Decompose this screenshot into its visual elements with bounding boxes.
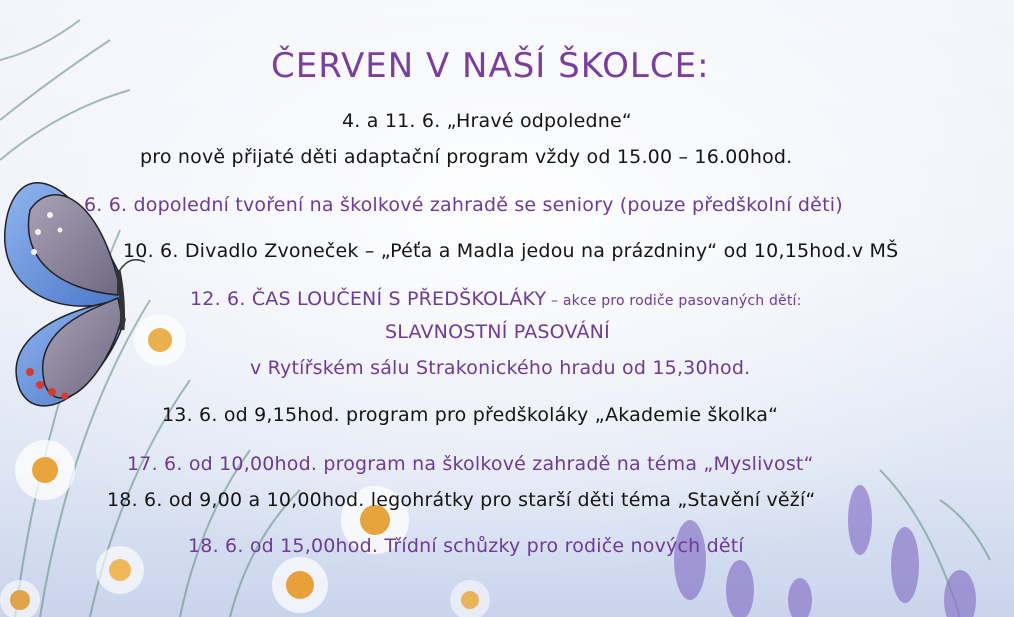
- event-line-6: SLAVNOSTNÍ PASOVÁNÍ: [385, 321, 610, 343]
- event-line-5: [190, 288, 802, 310]
- event-line-2: pro nově přijaté děti adaptační program vždy od 15.00 – 16.00hod.: [140, 146, 793, 168]
- event-line-4: 10. 6. Divadlo Zvoneček – „Péťa a Madla jedou na prázdniny“ od 10,15hod.v MŠ: [123, 240, 899, 262]
- event-line-11: 18. 6. od 15,00hod. Třídní schůzky pro rodiče nových dětí: [188, 535, 744, 557]
- event-line-9: 17. 6. od 10,00hod. program na školkové zahradě na téma „Myslivost“: [127, 453, 814, 475]
- page-title: ČERVEN V NAŠÍ ŠKOLCE:: [271, 46, 710, 86]
- event-line-7: v Rytířském sálu Strakonického hradu od 15,30hod.: [250, 357, 751, 379]
- event-line-8: 13. 6. od 9,15hod. program pro předškoláky „Akademie školka“: [162, 404, 779, 426]
- event-line-1: 4. a 11. 6. „Hravé odpoledne“: [342, 110, 632, 132]
- event-line-5-note: – akce pro rodiče pasovaných dětí:: [546, 293, 802, 309]
- event-line-10: 18. 6. od 9,00 a 10,00hod. legohrátky pro starší děti téma „Stavění věží“: [107, 489, 816, 511]
- event-line-3: 6. 6. dopolední tvoření na školkové zahradě se seniory (pouze předškolní děti): [84, 194, 843, 216]
- event-line-5-main: 12. 6. ČAS LOUČENÍ S PŘEDŠKOLÁKY: [190, 288, 547, 310]
